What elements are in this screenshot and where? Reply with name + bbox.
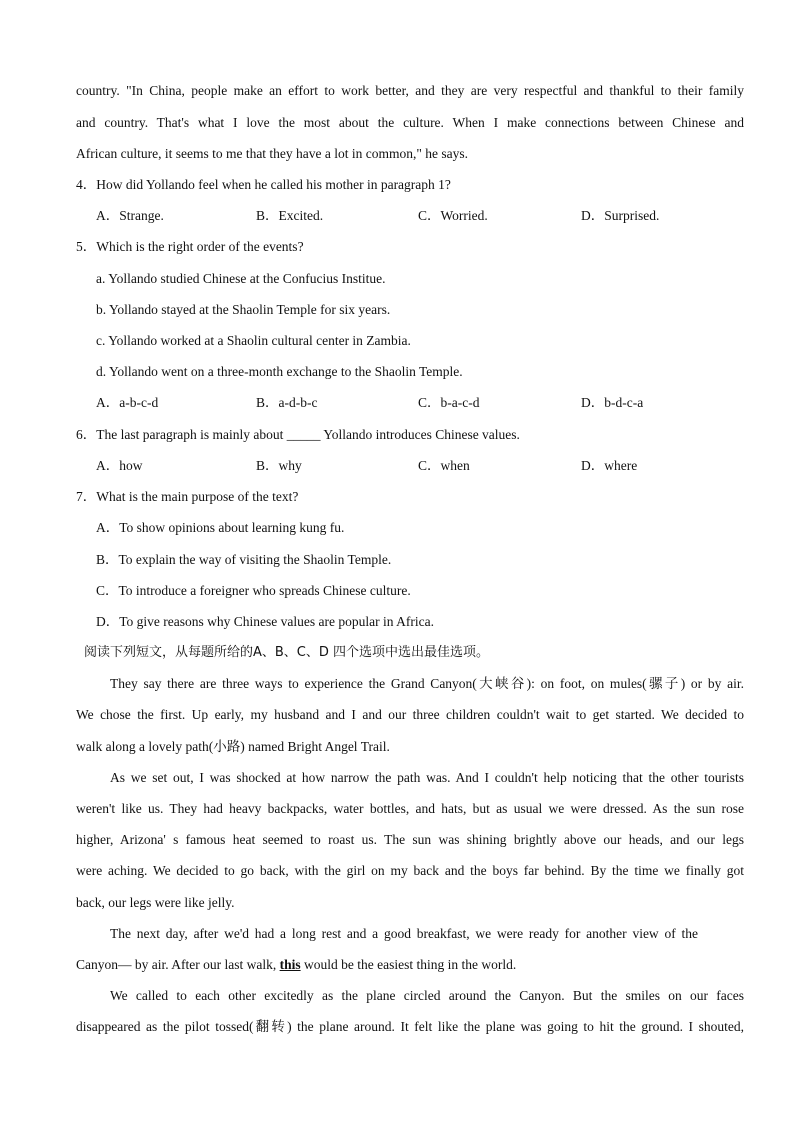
- question-6-stem: 6．The last paragraph is mainly about _____ Yollando introduces Chinese values.: [76, 427, 520, 442]
- passage-line: As we set out, I was shocked at how narrow the path was. And I couldn't help noticing that the other tourists: [110, 770, 744, 785]
- question-5-stem: 5．Which is the right order of the events?: [76, 239, 304, 254]
- underlined-word: this: [279, 957, 301, 972]
- question-7-option-a[interactable]: A．To show opinions about learning kung fu.: [96, 520, 345, 535]
- question-5-option-a[interactable]: A．a-b-c-d: [96, 395, 159, 410]
- question-6-option-b[interactable]: B．why: [256, 458, 302, 473]
- passage-text: Canyon— by air. After our last walk,: [76, 957, 280, 972]
- question-4-stem: 4．How did Yollando feel when he called his mother in paragraph 1?: [76, 177, 451, 192]
- question-7-stem: 7．What is the main purpose of the text?: [76, 489, 299, 504]
- passage-line: and country. That's what I love the most about the culture. When I make connections between Chinese and: [76, 115, 744, 130]
- question-7-option-d[interactable]: D．To give reasons why Chinese values are popular in Africa.: [96, 614, 434, 629]
- question-5-option-b[interactable]: B．a-d-b-c: [256, 395, 318, 410]
- passage-line: African culture, it seems to me that they have a lot in common," he says.: [76, 146, 469, 161]
- question-5-event-a: a. Yollando studied Chinese at the Confucius Institue.: [96, 271, 386, 286]
- passage-line: higher, Arizona' s famous heat seemed to roast us. The sun was shining brightly above our heads, and our legs: [76, 832, 744, 847]
- question-6-option-a[interactable]: A．how: [96, 458, 143, 473]
- question-5-event-b: b. Yollando stayed at the Shaolin Temple for six years.: [96, 302, 391, 317]
- passage-line: walk along a lovely path(小路) named Bright Angel Trail.: [76, 739, 390, 754]
- question-6-option-c[interactable]: C．when: [418, 458, 470, 473]
- passage-line: [76, 956, 516, 974]
- passage-line: We chose the first. Up early, my husband and I and our three children couldn't wait to get started. We decided to: [76, 707, 744, 722]
- passage-text: would be the easiest thing in the world.: [300, 957, 517, 972]
- question-4-option-b[interactable]: B．Excited.: [256, 208, 324, 223]
- question-7-option-b[interactable]: B．To explain the way of visiting the Shaolin Temple.: [96, 552, 392, 567]
- question-4-option-a[interactable]: A．Strange.: [96, 208, 164, 223]
- section-instruction: 阅读下列短文，从每题所给的A、B、C、D 四个选项中选出最佳选项。: [84, 645, 490, 660]
- passage-line: were aching. We decided to go back, with the girl on my back and the boys far behind. By the time we finally got: [76, 863, 744, 878]
- passage-line: They say there are three ways to experience the Grand Canyon(大峡谷): on foot, on mules(骡子) or by air.: [110, 676, 744, 691]
- question-5-option-d[interactable]: D．b-d-c-a: [581, 395, 644, 410]
- question-4-option-c[interactable]: C．Worried.: [418, 208, 488, 223]
- passage-line: disappeared as the pilot tossed(翻转) the plane around. It felt like the plane was going to hit the ground. I shouted,: [76, 1019, 744, 1034]
- question-4-option-d[interactable]: D．Surprised.: [581, 208, 660, 223]
- question-5-event-d: d. Yollando went on a three-month exchange to the Shaolin Temple.: [96, 364, 463, 379]
- passage-line: country. "In China, people make an effort to work better, and they are very respectful and thankful to their family: [76, 83, 744, 98]
- question-6-option-d[interactable]: D．where: [581, 458, 638, 473]
- passage-line: The next day, after we'd had a long rest and a good breakfast, we were ready for another view of the: [110, 926, 698, 941]
- passage-line: back, our legs were like jelly.: [76, 895, 235, 910]
- question-5-event-c: c. Yollando worked at a Shaolin cultural center in Zambia.: [96, 333, 411, 348]
- passage-line: We called to each other excitedly as the plane circled around the Canyon. But the smiles on our faces: [110, 988, 744, 1003]
- question-5-option-c[interactable]: C．b-a-c-d: [418, 395, 480, 410]
- passage-line: weren't like us. They had heavy backpacks, water bottles, and hats, but as usual we were dressed. As the sun rose: [76, 801, 744, 816]
- question-7-option-c[interactable]: C．To introduce a foreigner who spreads Chinese culture.: [96, 583, 411, 598]
